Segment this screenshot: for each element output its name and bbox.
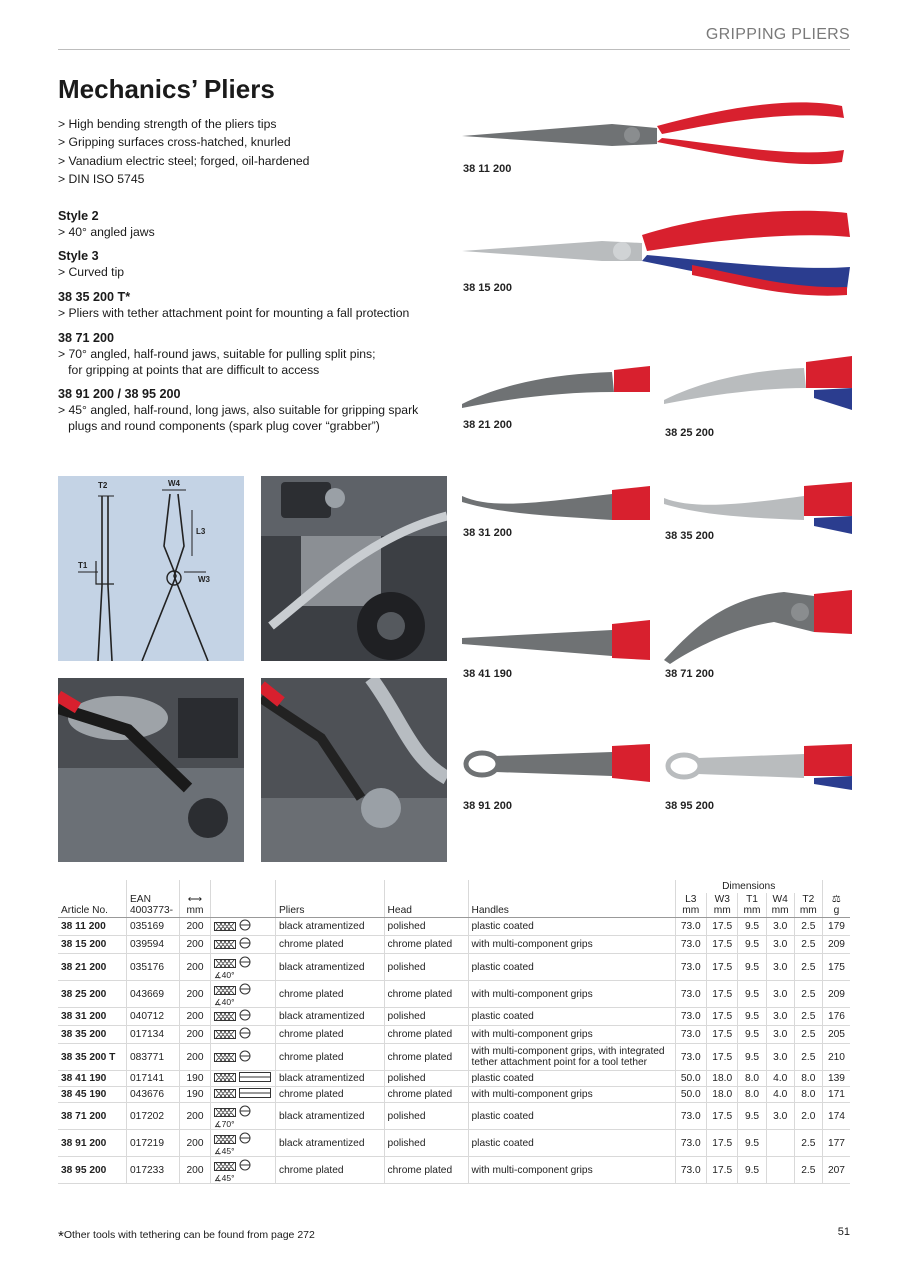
length-mm: 200: [180, 1008, 211, 1026]
length-mm: 200: [180, 1157, 211, 1184]
angle-icon: [214, 1174, 272, 1182]
style-line: > Pliers with tether attachment point for mounting a fall protection: [58, 306, 410, 320]
col-l3: [675, 893, 706, 918]
article-number: 38 35 200 T: [58, 1044, 127, 1071]
ean-prefix: 4003773-: [130, 905, 174, 916]
head-finish: chrome plated: [384, 936, 468, 954]
head-finish: chrome plated: [384, 1157, 468, 1184]
ean-code: 039594: [127, 936, 180, 954]
knurled-icon: [214, 922, 236, 931]
jaw-symbols: [211, 1130, 276, 1157]
ean-code: 017219: [127, 1130, 180, 1157]
jaw-symbols: [211, 1087, 276, 1103]
handles-type: plastic coated: [468, 918, 675, 936]
ean-code: 043676: [127, 1087, 180, 1103]
flat-jaw-icon: [239, 1088, 271, 1098]
col-t1: [738, 893, 766, 918]
weight-g: 209: [822, 936, 850, 954]
dim-t1: 9.5: [738, 918, 766, 936]
head-finish: chrome plated: [384, 1044, 468, 1071]
weight-g: 177: [822, 1130, 850, 1157]
feature-item: > DIN ISO 5745: [58, 172, 145, 187]
dim-t1: 9.5: [738, 1130, 766, 1157]
t2-label: T2: [802, 894, 815, 905]
handles-type: plastic coated: [468, 954, 675, 981]
page-title: Mechanics’ Pliers: [58, 74, 275, 104]
pliers-finish: chrome plated: [276, 981, 385, 1008]
head-finish: polished: [384, 1008, 468, 1026]
handles-type: plastic coated: [468, 1008, 675, 1026]
angle-value: 45°: [221, 1145, 235, 1156]
jaw-symbols: [211, 1157, 276, 1184]
angle-icon: [214, 1120, 272, 1128]
ean-code: 017202: [127, 1103, 180, 1130]
pliers-38-25-200-image: [664, 352, 852, 420]
weight-unit: g: [833, 905, 840, 916]
dim-t1: 9.5: [738, 981, 766, 1008]
pliers-38-41-190-image: [462, 618, 650, 668]
style-heading: Style 3: [58, 249, 99, 263]
dim-w4: [766, 1157, 794, 1184]
product-label: 38 91 200: [463, 800, 512, 812]
weight-g: 176: [822, 1008, 850, 1026]
dim-l3: 73.0: [675, 936, 706, 954]
jaw-symbols: [211, 981, 276, 1008]
table-row: [58, 1044, 850, 1071]
col-article: Article No.: [58, 893, 127, 918]
angle-icon: [214, 998, 272, 1006]
round-jaw-icon: [239, 1027, 251, 1039]
dim-t1: 9.5: [738, 1157, 766, 1184]
style-line: > 45° angled, half-round, long jaws, also suitable for gripping spark: [58, 403, 419, 417]
weight-g: 209: [822, 981, 850, 1008]
dim-w3: 17.5: [706, 954, 737, 981]
angle-glyph: ∡: [214, 1118, 222, 1129]
length-mm: 200: [180, 981, 211, 1008]
section-title: GRIPPING PLIERS: [705, 26, 850, 43]
angle-value: 40°: [221, 996, 235, 1007]
dim-t2: 2.5: [794, 1044, 822, 1071]
dim-t2: 2.5: [794, 1130, 822, 1157]
dim-w3: 17.5: [706, 1026, 737, 1044]
jaw-symbols: [211, 1103, 276, 1130]
article-number: 38 35 200: [58, 1026, 127, 1044]
pliers-38-21-200-image: [462, 362, 650, 418]
product-label: 38 95 200: [665, 800, 714, 812]
dim-w4: 3.0: [766, 954, 794, 981]
col-w4: [766, 893, 794, 918]
dim-l3: 73.0: [675, 1026, 706, 1044]
table-row: [58, 954, 850, 981]
pliers-finish: black atramentized: [276, 1008, 385, 1026]
dim-t2: 2.5: [794, 1008, 822, 1026]
dim-l3: 50.0: [675, 1071, 706, 1087]
knurled-icon: [214, 940, 236, 949]
tether-block: [58, 289, 458, 321]
dim-w3: 18.0: [706, 1087, 737, 1103]
knurled-icon: [214, 1089, 236, 1098]
pliers-finish: black atramentized: [276, 1071, 385, 1087]
head-finish: polished: [384, 1130, 468, 1157]
engine-photo-3: [261, 678, 447, 862]
engine-photo-1: [261, 476, 447, 661]
dim-w3: 17.5: [706, 981, 737, 1008]
dim-t1: 9.5: [738, 1044, 766, 1071]
w4-label: W4: [772, 894, 788, 905]
jaw-symbols: [211, 936, 276, 954]
dim-w3: 18.0: [706, 1071, 737, 1087]
handles-type: with multi-component grips: [468, 936, 675, 954]
style-line: for gripping at points that are difficult to access: [58, 363, 320, 377]
angle-glyph: ∡: [214, 1145, 222, 1156]
angled-45-block: [58, 386, 478, 434]
diagram-label-w4: W4: [168, 479, 180, 488]
length-mm: 200: [180, 954, 211, 981]
diagram-label-t1: T1: [78, 561, 88, 570]
pliers-finish: black atramentized: [276, 1130, 385, 1157]
ean-code: 017134: [127, 1026, 180, 1044]
product-label: 38 71 200: [665, 668, 714, 680]
jaw-symbols: [211, 1026, 276, 1044]
col-handles: Handles: [468, 893, 675, 918]
dim-w4: 3.0: [766, 918, 794, 936]
article-number: 38 41 190: [58, 1071, 127, 1087]
style-line: plugs and round components (spark plug cover “grabber”): [58, 419, 380, 433]
scale-icon: ⚖: [831, 894, 841, 905]
length-mm: 190: [180, 1087, 211, 1103]
weight-g: 179: [822, 918, 850, 936]
handles-type: with multi-component grips, with integrated tether attachment point for a tool tether: [468, 1044, 675, 1071]
length-mm: 200: [180, 936, 211, 954]
article-number: 38 71 200: [58, 1103, 127, 1130]
dim-l3: 73.0: [675, 1044, 706, 1071]
dim-t2: 8.0: [794, 1071, 822, 1087]
dim-t1: 8.0: [738, 1087, 766, 1103]
table-row: [58, 918, 850, 936]
pliers-38-95-200-image: [664, 742, 852, 792]
weight-g: 139: [822, 1071, 850, 1087]
angled-70-block: [58, 330, 458, 378]
product-label: 38 25 200: [665, 427, 714, 439]
dim-l3: 73.0: [675, 1103, 706, 1130]
pliers-finish: chrome plated: [276, 1087, 385, 1103]
head-finish: chrome plated: [384, 1087, 468, 1103]
table-row: [58, 1008, 850, 1026]
footnote-text: Other tools with tethering can be found from page 272: [63, 1229, 315, 1241]
knurled-icon: [214, 986, 236, 995]
pliers-finish: chrome plated: [276, 936, 385, 954]
t2-unit: mm: [799, 905, 817, 916]
product-label: 38 35 200: [665, 530, 714, 542]
head-finish: polished: [384, 1103, 468, 1130]
pliers-38-11-200-image: [462, 88, 852, 188]
dimension-diagram: [58, 476, 244, 661]
dimensions-header: Dimensions: [675, 880, 822, 893]
article-number: 38 91 200: [58, 1130, 127, 1157]
table-row: [58, 1103, 850, 1130]
jaw-symbols: [211, 918, 276, 936]
dim-w4: 3.0: [766, 1103, 794, 1130]
t1-unit: mm: [743, 905, 761, 916]
dim-w3: 17.5: [706, 936, 737, 954]
dim-w3: 17.5: [706, 1157, 737, 1184]
col-weight: [822, 893, 850, 918]
round-jaw-icon: [239, 956, 251, 968]
length-mm: 190: [180, 1071, 211, 1087]
w3-label: W3: [714, 894, 730, 905]
dim-w4: 4.0: [766, 1071, 794, 1087]
length-mm: 200: [180, 1026, 211, 1044]
dim-t1: 9.5: [738, 954, 766, 981]
dim-w3: 17.5: [706, 1044, 737, 1071]
col-w3: [706, 893, 737, 918]
ean-label: EAN: [130, 894, 151, 905]
pliers-finish: chrome plated: [276, 1157, 385, 1184]
knurled-icon: [214, 1012, 236, 1021]
jaw-symbols: [211, 1044, 276, 1071]
dim-w4: [766, 1130, 794, 1157]
head-finish: polished: [384, 1071, 468, 1087]
round-jaw-icon: [239, 1132, 251, 1144]
page-number: 51: [837, 1226, 850, 1238]
head-finish: chrome plated: [384, 981, 468, 1008]
table-row: [58, 1071, 850, 1087]
feature-item: > High bending strength of the pliers tips: [58, 117, 277, 131]
ean-code: 040712: [127, 1008, 180, 1026]
handles-type: plastic coated: [468, 1103, 675, 1130]
dim-w4: 3.0: [766, 981, 794, 1008]
pliers-38-31-200-image: [462, 480, 650, 530]
col-t2: [794, 893, 822, 918]
pliers-finish: black atramentized: [276, 918, 385, 936]
angle-glyph: ∡: [214, 996, 222, 1007]
product-label: 38 41 190: [463, 668, 512, 680]
pliers-38-15-200-image: [462, 205, 852, 315]
style-heading: Style 2: [58, 209, 99, 223]
article-number: 38 25 200: [58, 981, 127, 1008]
w3-unit: mm: [713, 905, 731, 916]
article-number: 38 21 200: [58, 954, 127, 981]
angle-glyph: ∡: [214, 969, 222, 980]
angle-value: 40°: [221, 969, 235, 980]
knurled-icon: [214, 1030, 236, 1039]
dim-l3: 73.0: [675, 1157, 706, 1184]
knurled-icon: [214, 1108, 236, 1117]
round-jaw-icon: [239, 1159, 251, 1171]
style-line: > 70° angled, half-round jaws, suitable for pulling split pins;: [58, 347, 376, 361]
flat-jaw-icon: [239, 1072, 271, 1082]
dim-w3: 17.5: [706, 1103, 737, 1130]
table-row: [58, 1087, 850, 1103]
knurled-icon: [214, 1162, 236, 1171]
l3-unit: mm: [682, 905, 700, 916]
pliers-finish: chrome plated: [276, 1026, 385, 1044]
dim-l3: 73.0: [675, 918, 706, 936]
product-label: 38 21 200: [463, 419, 512, 431]
handles-type: with multi-component grips: [468, 981, 675, 1008]
pliers-finish: black atramentized: [276, 1103, 385, 1130]
article-number: 38 45 190: [58, 1087, 127, 1103]
pliers-38-91-200-image: [462, 742, 650, 792]
table-row: [58, 1157, 850, 1184]
dim-t2: 2.5: [794, 981, 822, 1008]
style-2-block: [58, 208, 458, 240]
round-jaw-icon: [239, 1105, 251, 1117]
handles-type: with multi-component grips: [468, 1026, 675, 1044]
feature-item: > Vanadium electric steel; forged, oil-hardened: [58, 153, 310, 168]
knurled-icon: [214, 1135, 236, 1144]
ean-code: 083771: [127, 1044, 180, 1071]
style-heading: 38 35 200 T*: [58, 290, 131, 304]
feature-list: [58, 115, 458, 189]
dim-t1: 9.5: [738, 1103, 766, 1130]
dim-t1: 9.5: [738, 936, 766, 954]
article-number: 38 15 200: [58, 936, 127, 954]
pliers-finish: chrome plated: [276, 1044, 385, 1071]
angle-icon: [214, 971, 272, 979]
ean-code: 035176: [127, 954, 180, 981]
round-jaw-icon: [239, 1050, 251, 1062]
weight-g: 171: [822, 1087, 850, 1103]
article-number: 38 31 200: [58, 1008, 127, 1026]
ean-code: 017141: [127, 1071, 180, 1087]
round-jaw-icon: [239, 1009, 251, 1021]
diagram-label-w3: W3: [198, 575, 210, 584]
dim-w4: 4.0: [766, 1087, 794, 1103]
pliers-38-35-200-image: [664, 480, 852, 536]
product-label: 38 11 200: [463, 163, 512, 175]
dim-t2: 2.5: [794, 918, 822, 936]
ean-code: 017233: [127, 1157, 180, 1184]
knurled-icon: [214, 1073, 236, 1082]
spec-table: [58, 880, 850, 1184]
dim-t2: 2.5: [794, 954, 822, 981]
weight-g: 207: [822, 1157, 850, 1184]
length-mm: 200: [180, 1044, 211, 1071]
dim-t1: 9.5: [738, 1026, 766, 1044]
engine-photo-2: [58, 678, 244, 862]
head-finish: polished: [384, 954, 468, 981]
angle-icon: [214, 1147, 272, 1155]
head-finish: polished: [384, 918, 468, 936]
dim-l3: 50.0: [675, 1087, 706, 1103]
product-label: 38 15 200: [463, 282, 512, 294]
col-length: [180, 893, 211, 918]
angle-value: 45°: [221, 1172, 235, 1183]
dim-t2: 2.0: [794, 1103, 822, 1130]
dim-t2: 2.5: [794, 1157, 822, 1184]
dim-w4: 3.0: [766, 936, 794, 954]
length-arrow-icon: ⟷: [187, 894, 203, 905]
dim-l3: 73.0: [675, 1008, 706, 1026]
dim-w4: 3.0: [766, 1008, 794, 1026]
length-mm: 200: [180, 1103, 211, 1130]
dim-w3: 17.5: [706, 1130, 737, 1157]
handles-type: with multi-component grips: [468, 1157, 675, 1184]
handles-type: plastic coated: [468, 1130, 675, 1157]
jaw-symbols: [211, 954, 276, 981]
angle-glyph: ∡: [214, 1172, 222, 1183]
feature-item: > Gripping surfaces cross-hatched, knurled: [58, 135, 291, 150]
dim-t2: 2.5: [794, 936, 822, 954]
table-row: [58, 936, 850, 954]
style-heading: 38 71 200: [58, 331, 115, 345]
header-rule: [58, 49, 850, 50]
knurled-icon: [214, 1053, 236, 1062]
length-unit: mm: [186, 905, 204, 916]
dim-l3: 73.0: [675, 954, 706, 981]
round-jaw-icon: [239, 937, 251, 949]
footnote-mark: *: [58, 1228, 64, 1245]
col-symbols: [211, 893, 276, 918]
dim-l3: 73.0: [675, 1130, 706, 1157]
diagram-label-l3: L3: [196, 527, 206, 536]
dim-l3: 73.0: [675, 981, 706, 1008]
w4-unit: mm: [771, 905, 789, 916]
length-mm: 200: [180, 1130, 211, 1157]
t1-label: T1: [746, 894, 758, 905]
table-row: [58, 1130, 850, 1157]
dim-t1: 9.5: [738, 1008, 766, 1026]
table-row: [58, 981, 850, 1008]
dim-t2: 2.5: [794, 1026, 822, 1044]
product-label: 38 31 200: [463, 527, 512, 539]
table-row: [58, 1026, 850, 1044]
footnote: [58, 1228, 315, 1245]
dim-w3: 17.5: [706, 918, 737, 936]
pliers-38-71-200-image: [664, 588, 852, 664]
round-jaw-icon: [239, 983, 251, 995]
article-number: 38 95 200: [58, 1157, 127, 1184]
pliers-finish: black atramentized: [276, 954, 385, 981]
l3-label: L3: [685, 894, 697, 905]
style-line: > 40° angled jaws: [58, 225, 155, 239]
weight-g: 210: [822, 1044, 850, 1071]
style-heading: 38 91 200 / 38 95 200: [58, 387, 181, 401]
weight-g: 175: [822, 954, 850, 981]
head-finish: chrome plated: [384, 1026, 468, 1044]
knurled-icon: [214, 959, 236, 968]
style-line: > Curved tip: [58, 265, 125, 279]
ean-code: 043669: [127, 981, 180, 1008]
col-ean: [127, 893, 180, 918]
dim-w3: 17.5: [706, 1008, 737, 1026]
dim-t2: 8.0: [794, 1087, 822, 1103]
length-mm: 200: [180, 918, 211, 936]
dim-w4: 3.0: [766, 1044, 794, 1071]
weight-g: 205: [822, 1026, 850, 1044]
angle-value: 70°: [221, 1118, 235, 1129]
dim-t1: 8.0: [738, 1071, 766, 1087]
col-head: Head: [384, 893, 468, 918]
round-jaw-icon: [239, 919, 251, 931]
ean-code: 035169: [127, 918, 180, 936]
jaw-symbols: [211, 1071, 276, 1087]
style-3-block: [58, 248, 458, 280]
dim-w4: 3.0: [766, 1026, 794, 1044]
handles-type: with multi-component grips: [468, 1087, 675, 1103]
weight-g: 174: [822, 1103, 850, 1130]
diagram-label-t2: T2: [98, 481, 108, 490]
article-number: 38 11 200: [58, 918, 127, 936]
jaw-symbols: [211, 1008, 276, 1026]
col-pliers: Pliers: [276, 893, 385, 918]
handles-type: plastic coated: [468, 1071, 675, 1087]
